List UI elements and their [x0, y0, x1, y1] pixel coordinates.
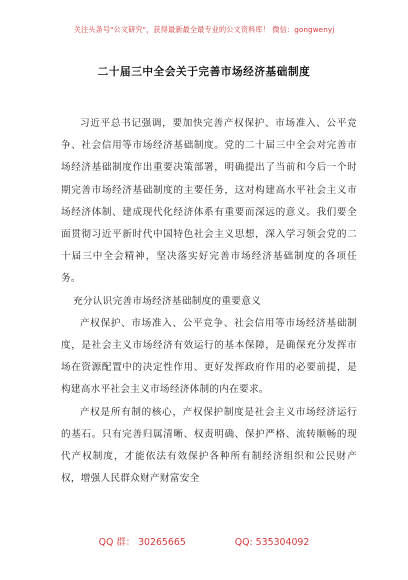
document-body: [61, 113, 357, 490]
body-paragraph-intro: 习近平总书记强调，要加快完善产权保护、市场准入、公平竞争、社会信用等市场经济基础制度。党的二十届三中全会对完善市场经济基础制度作出重要决策部署，明确提出了当前和今后一个时期完善市场经济基础制度的主要任务，这对构建高水平社会主义市场经济体制、建成现代化经济体系有重要而深远的意义。我们要全面贯彻习近平新时代中国特色社会主义思想，深入学习领会党的二十届三中全会精神，坚决落实好完善市场经济基础制度的各项任务。: [61, 118, 357, 285]
footer-qq-number: QQ: 535304092: [234, 537, 310, 548]
footer-contact: [0, 534, 408, 548]
body-paragraph-basic-systems: 产权保护、市场准入、公平竞争、社会信用等市场经济基础制度，是社会主义市场经济有效运行的基本保障，是确保充分发挥市场在资源配置中的决定性作用、更好发挥政府作用的必要前提，是构建高水平社会主义市场经济体制的内在要求。: [61, 317, 357, 396]
promo-banner: 关注头条号"公文研究"，获得最新最全最专业的公文资料库！ 微信：gongwenyj: [73, 25, 335, 34]
section-heading: 充分认识完善市场经济基础制度的重要意义: [73, 295, 261, 307]
footer-qq-group: QQ 群： 30265665: [98, 537, 186, 548]
body-paragraph-property-rights: 产权是所有制的核心，产权保护制度是社会主义市场经济运行的基石。只有完善归属清晰、权责明确、保护严格、流转顺畅的现代产权制度，才能依法有效保护各种所有制经济组织和公民财产权，增强人民群众财产财富安全: [61, 406, 357, 485]
document-title: 二十届三中全会关于完善市场经济基础制度: [97, 66, 311, 78]
